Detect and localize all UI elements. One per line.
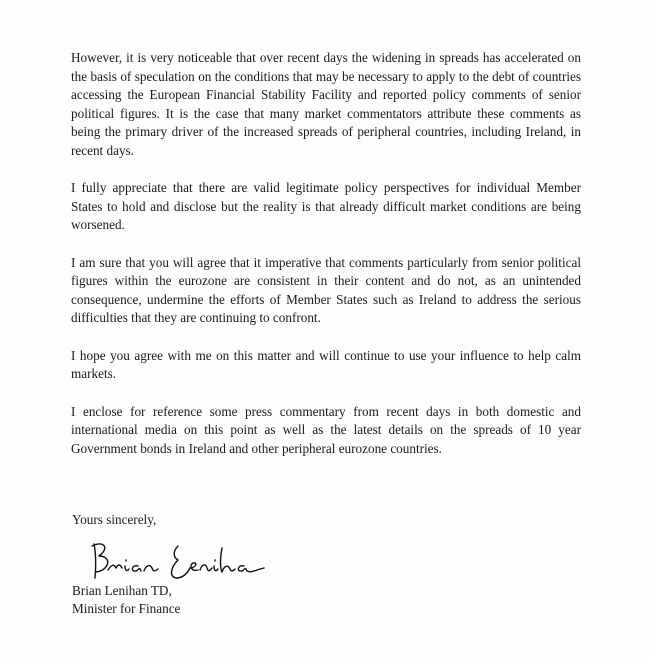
signer-block xyxy=(72,582,180,618)
letter-body xyxy=(71,49,581,477)
signer-title: Minister for Finance xyxy=(72,601,181,616)
closing-salutation: Yours sincerely, xyxy=(72,512,157,527)
paragraph-enclosure: I enclose for reference some press commentary from recent days in both domestic and international media on this point as well as the latest details on the spreads of 10 year Government bonds in Ireland and other peripheral eurozone countries. xyxy=(71,403,581,456)
paragraph-spreads: However, it is very noticeable that over recent days the widening in spreads has accelerated on the basis of speculation on the conditions that may be necessary to apply to the debt of countries accessing the European Financial Stability Facility and reported policy comments of senior political figures. It is the case that many market commentators attribute these comments as being the primary driver of the increased spreads of peripheral countries, including Ireland, in recent days. xyxy=(71,50,581,158)
paragraph-policy-perspectives: I fully appreciate that there are valid legitimate policy perspectives for individual Member States to hold and disclose but the reality is that already difficult market conditions are being worsened. xyxy=(71,180,581,232)
signer-name: Brian Lenihan TD, xyxy=(72,583,172,598)
paragraph-consistent-comments: I am sure that you will agree that it imperative that comments particularly from senior political figures within the eurozone are consistent in their content and do not, as an unintended consequence, undermine the efforts of Member States such as Ireland to address the serious difficulties that they are continuing to confront. xyxy=(71,254,581,325)
paragraph-calm-markets: I hope you agree with me on this matter and will continue to use your influence to help calm markets. xyxy=(71,347,581,381)
